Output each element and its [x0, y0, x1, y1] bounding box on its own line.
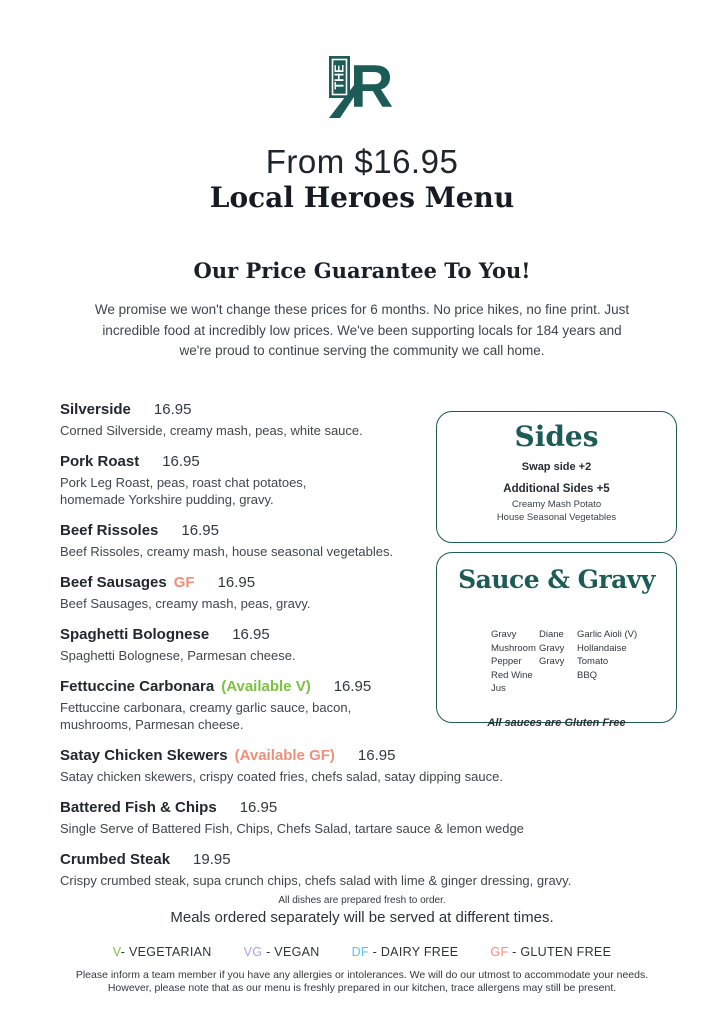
legend-label: - GLUTEN FREE: [508, 945, 612, 959]
legend-code-gf: GF: [490, 945, 509, 959]
sides-option: House Seasonal Vegetables: [496, 511, 617, 523]
sauce-cell: Red Wine Jus: [491, 669, 533, 694]
item-diet-tag: (Available V): [221, 678, 311, 695]
sides-panel: [436, 411, 677, 543]
logo-r-letter: R: [350, 53, 394, 120]
item-price: 16.95: [153, 401, 192, 418]
sauce-cell: Mushroom: [491, 642, 536, 654]
legend-gluten-free: [490, 945, 611, 959]
sauce-cell: [539, 669, 577, 696]
item-name: Silverside: [60, 401, 131, 418]
logo-the-text: THE: [332, 64, 347, 90]
dietary-legend: [0, 945, 724, 959]
item-header: [60, 746, 680, 766]
item-name: Fettuccine Carbonara: [60, 678, 215, 695]
sauce-gravy-panel: [436, 552, 677, 729]
menu-title: Local Heroes Menu: [209, 181, 515, 214]
sauce-cell: Pepper: [491, 656, 522, 667]
legend-code-df: DF: [351, 945, 369, 959]
sauce-gluten-free-note: All sauces are Gluten Free: [487, 716, 626, 729]
sides-option: Creamy Mash Potato: [511, 499, 602, 510]
served-separately-note: Meals ordered separately will be served at different times.: [170, 909, 554, 926]
sauce-gravy-title: Sauce & Gravy: [458, 565, 655, 594]
item-price: 16.95: [181, 522, 219, 539]
sauce-cell: Gravy: [491, 629, 517, 640]
item-price: 19.95: [193, 851, 231, 868]
sauce-cell: Tomato: [577, 656, 609, 667]
item-name: Battered Fish & Chips: [60, 799, 217, 816]
legend-label: - VEGAN: [262, 945, 320, 959]
sauce-cell: Garlic Aioli (V): [577, 629, 638, 640]
item-header: [60, 798, 680, 818]
item-description: Corned Silverside, creamy mash, peas, white sauce.: [60, 423, 363, 438]
item-description: Spaghetti Bolognese, Parmesan cheese.: [60, 648, 296, 663]
item-name: Spaghetti Bolognese: [60, 626, 210, 643]
legend-label: - VEGETARIAN: [120, 945, 212, 959]
legend-vegan: [244, 945, 320, 959]
item-name: Satay Chicken Skewers: [60, 747, 228, 764]
item-price: 16.95: [239, 799, 278, 816]
guarantee-text: We promise we won't change these prices for 6 months. No price hikes, no fine print. Just incredible food at incredibly low prices. We've been supporting locals for 184 years and we're proud to continue serving the community we call home.: [94, 302, 630, 358]
item-diet-tag: (Available GF): [234, 747, 335, 764]
legend-vegetarian: [113, 945, 212, 959]
item-description: Crispy crumbed steak, supa crunch chips, chefs salad with lime & ginger dressing, gravy.: [60, 873, 572, 888]
item-description: Pork Leg Roast, peas, roast chat potatoes,: [60, 475, 307, 490]
sauce-cell: BBQ: [577, 669, 598, 681]
item-description: Beef Sausages, creamy mash, peas, gravy.: [60, 596, 311, 611]
sauce-cell: Gravy: [539, 642, 565, 654]
item-description: Single Serve of Battered Fish, Chips, Chefs Salad, tartare sauce & lemon wedge: [60, 821, 524, 836]
allergen-disclaimer: Please inform a team member if you have any allergies or intolerances. We will do our utmost to accommodate your needs. However, please note that as our menu is freshly prepared in our kitchen, trace allergens may still be present.: [75, 969, 649, 994]
item-description: homemade Yorkshire pudding, gravy.: [60, 492, 274, 507]
legend-dairy-free: [352, 945, 459, 959]
legend-label: - DAIRY FREE: [368, 945, 459, 959]
fresh-to-order-note: All dishes are prepared fresh to order.: [278, 895, 446, 906]
item-name: Beef Sausages: [60, 574, 167, 591]
item-price: 16.95: [232, 626, 270, 643]
item-name: Pork Roast: [60, 453, 140, 470]
menu-item-crumbed-steak: [60, 850, 680, 889]
item-description: Satay chicken skewers, crispy coated fries, chefs salad, satay dipping sauce.: [60, 769, 503, 784]
item-diet-tag: GF: [173, 574, 195, 591]
legend-code-v: V: [112, 945, 121, 959]
item-description: Fettuccine carbonara, creamy garlic sauce, bacon,: [60, 700, 352, 715]
item-name: Crumbed Steak: [60, 851, 171, 868]
item-header: [60, 850, 680, 870]
item-price: 16.95: [162, 453, 200, 470]
menu-item-satay-chicken-skewers: [60, 746, 680, 785]
guarantee-heading: Our Price Guarantee To You!: [193, 258, 531, 283]
sides-options: [437, 499, 676, 524]
restaurant-logo: [326, 50, 398, 120]
sauce-list: [437, 628, 676, 696]
sides-title: Sides: [514, 420, 599, 453]
item-price: 16.95: [357, 747, 396, 764]
legend-code-vg: VG: [243, 945, 263, 959]
item-name: Beef Rissoles: [60, 522, 159, 539]
item-price: 16.95: [333, 678, 372, 695]
item-description: Beef Rissoles, creamy mash, house seasonal vegetables.: [60, 544, 394, 559]
sides-swap-note: Swap side +2: [521, 461, 592, 473]
sauce-cell: Diane: [539, 629, 564, 640]
sauce-cell: Hollandaise: [577, 642, 627, 654]
sauce-cell: Gravy: [539, 656, 565, 667]
menu-item-battered-fish-chips: [60, 798, 680, 837]
item-price: 16.95: [217, 574, 256, 591]
price-headline: From $16.95: [265, 143, 459, 180]
sides-additional-note: Additional Sides +5: [503, 483, 610, 495]
item-description: mushrooms, Parmesan cheese.: [60, 717, 244, 732]
